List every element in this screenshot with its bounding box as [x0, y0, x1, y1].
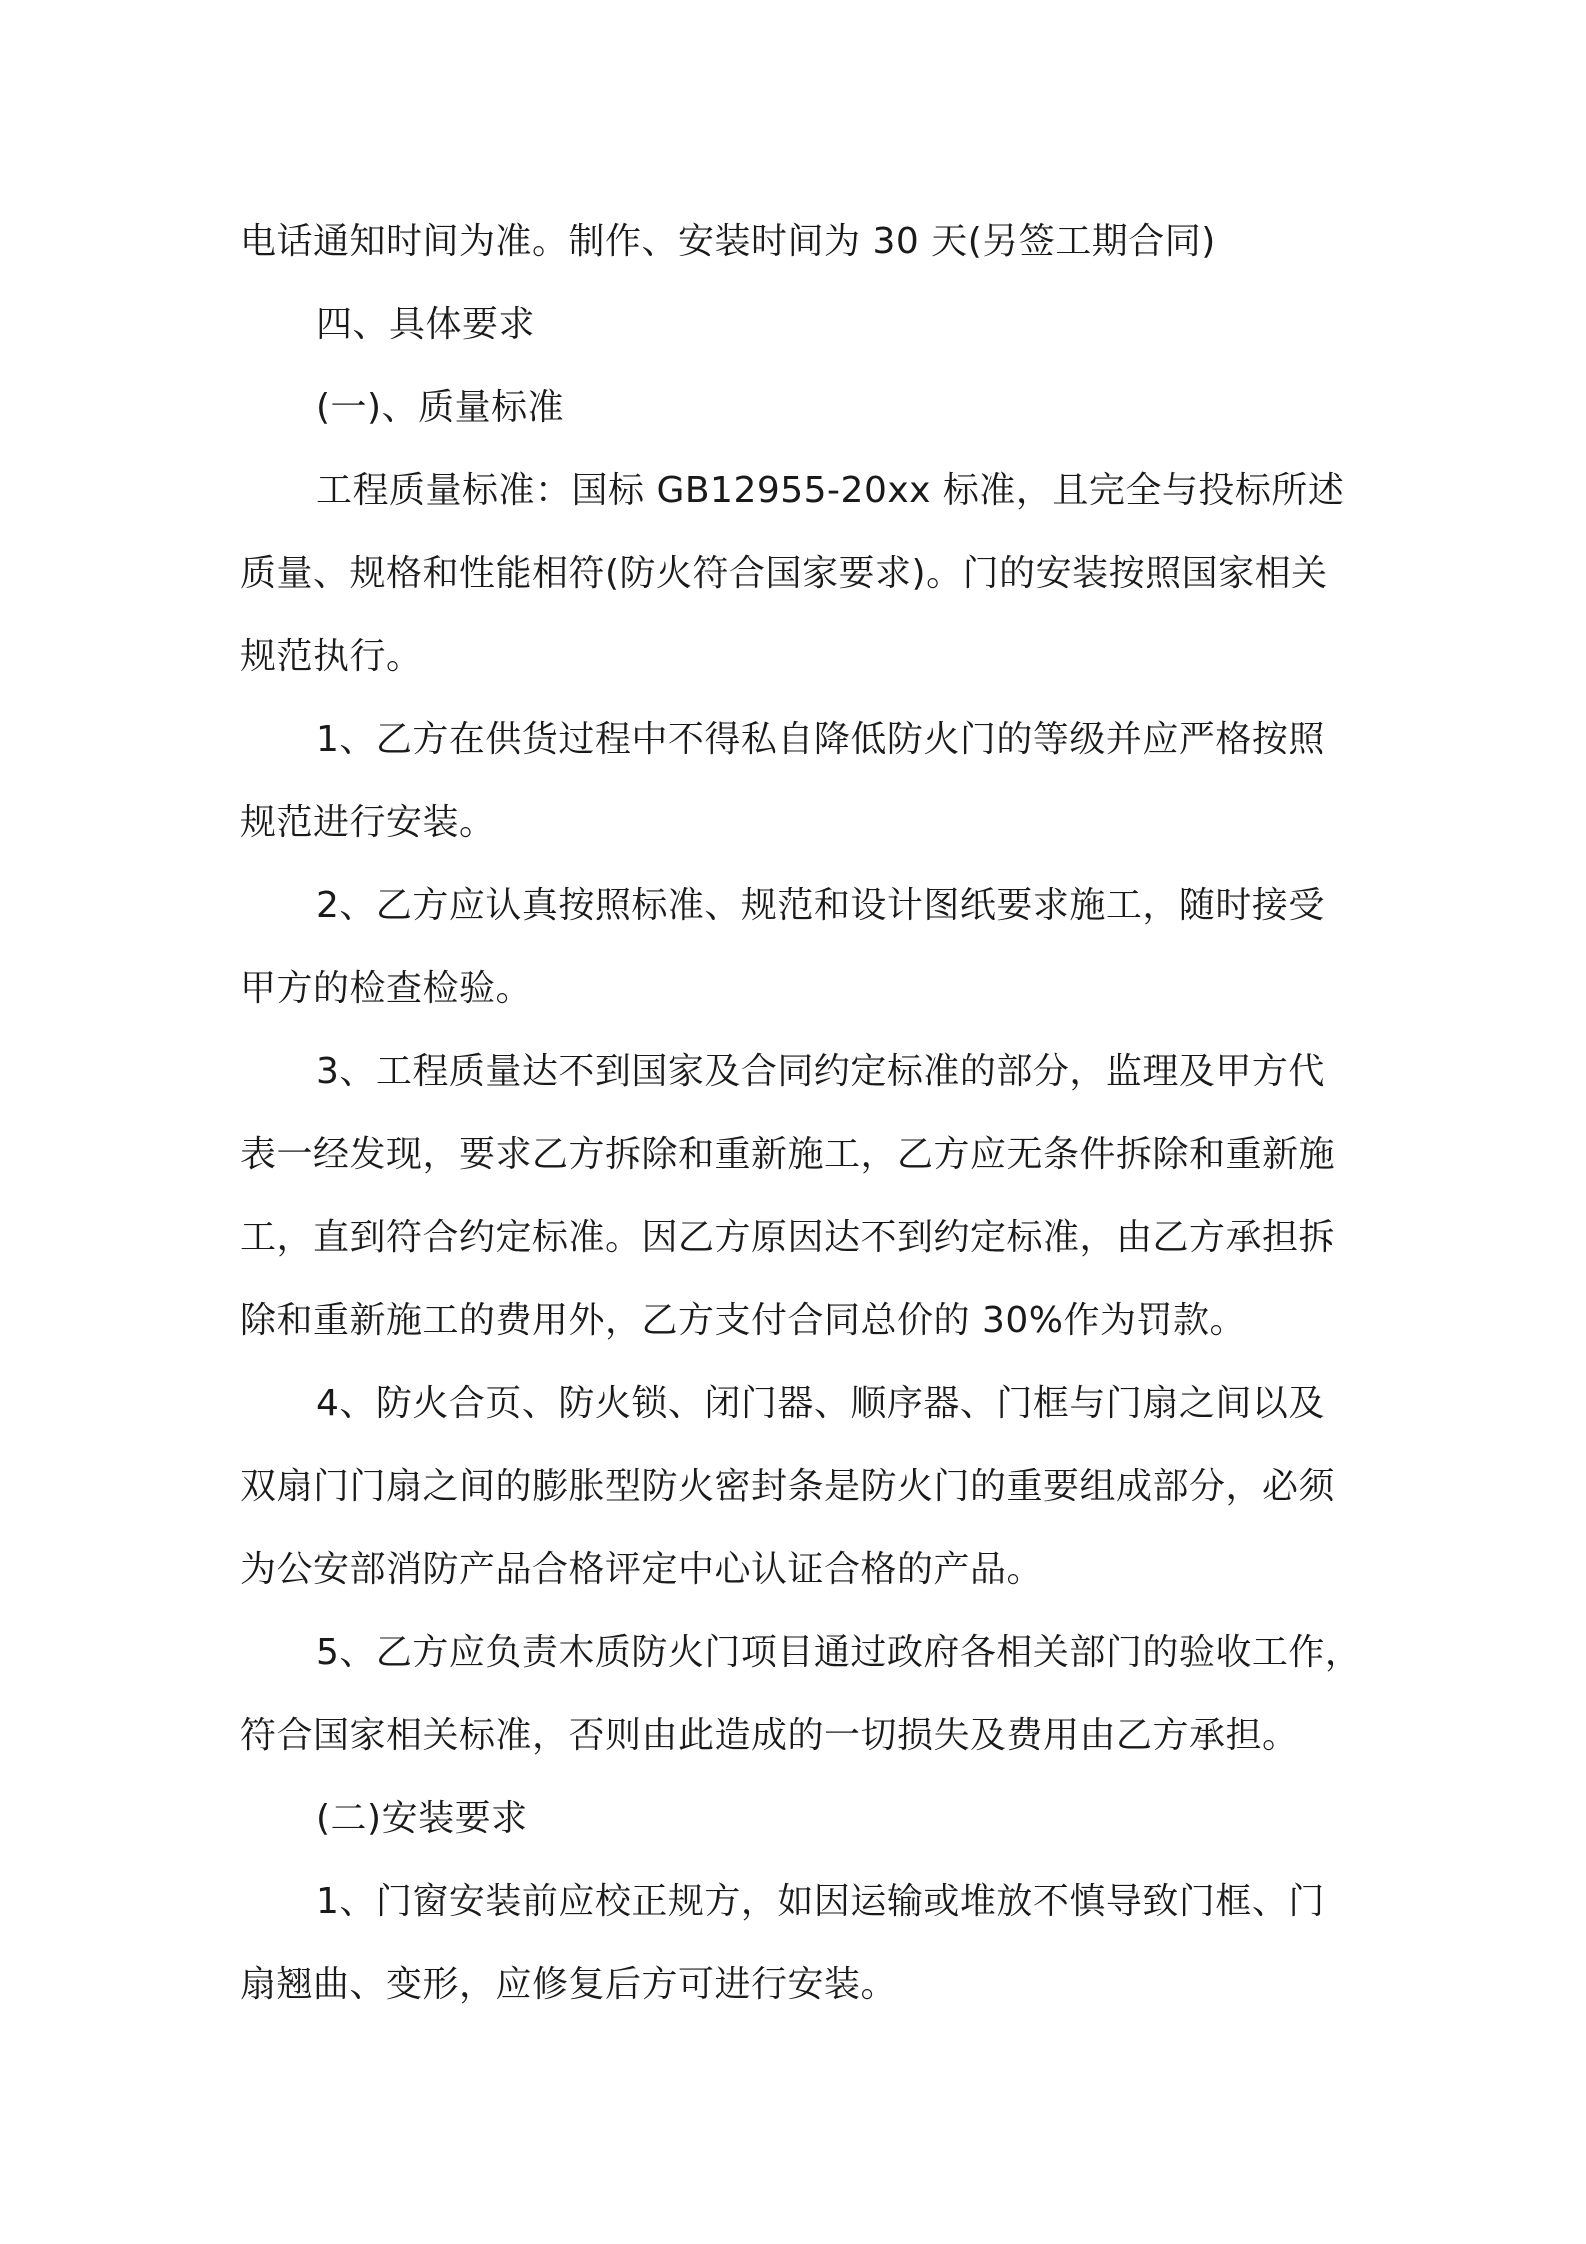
text-line: 规范进行安装。	[240, 802, 496, 843]
list-item: 1、乙方在供货过程中不得私自降低防火门的等级并应严格按照	[316, 719, 1325, 760]
subsection-heading: (二)安装要求	[316, 1798, 528, 1839]
list-item: 2、乙方应认真按照标准、规范和设计图纸要求施工，随时接受	[316, 885, 1325, 926]
text-line: 除和重新施工的费用外，乙方支付合同总价的 30%作为罚款。	[240, 1300, 1246, 1341]
text-line: 甲方的检查检验。	[240, 968, 533, 1009]
list-item: 1、门窗安装前应校正规方，如因运输或堆放不慎导致门框、门	[316, 1881, 1325, 1922]
text-line: 工程质量标准：国标 GB12955-20xx 标准，且完全与投标所述	[316, 470, 1345, 511]
list-item: 3、工程质量达不到国家及合同约定标准的部分，监理及甲方代	[316, 1051, 1325, 1092]
text-line: 规范执行。	[240, 636, 423, 677]
text-line: 符合国家相关标准，否则由此造成的一切损失及费用由乙方承担。	[240, 1715, 1299, 1756]
section-heading: 四、具体要求	[316, 304, 536, 345]
text-line: 工，直到符合约定标准。因乙方原因达不到约定标准，由乙方承担拆	[240, 1217, 1336, 1258]
text-line: 电话通知时间为准。制作、安装时间为 30 天(另签工期合同)	[240, 221, 1216, 262]
text-line: 扇翘曲、变形，应修复后方可进行安装。	[240, 1964, 898, 2005]
list-item: 4、防火合页、防火锁、闭门器、顺序器、门框与门扇之间以及	[316, 1383, 1325, 1424]
text-line: 质量、规格和性能相符(防火符合国家要求)。门的安装按照国家相关	[240, 553, 1328, 594]
text-line: 双扇门门扇之间的膨胀型防火密封条是防火门的重要组成部分，必须	[240, 1466, 1336, 1507]
subsection-heading: (一)、质量标准	[316, 387, 565, 428]
text-line: 表一经发现，要求乙方拆除和重新施工，乙方应无条件拆除和重新施	[240, 1134, 1336, 1175]
text-line: 为公安部消防产品合格评定中心认证合格的产品。	[240, 1549, 1044, 1590]
document-body	[240, 200, 1360, 2026]
list-item: 5、乙方应负责木质防火门项目通过政府各相关部门的验收工作，	[316, 1632, 1362, 1673]
